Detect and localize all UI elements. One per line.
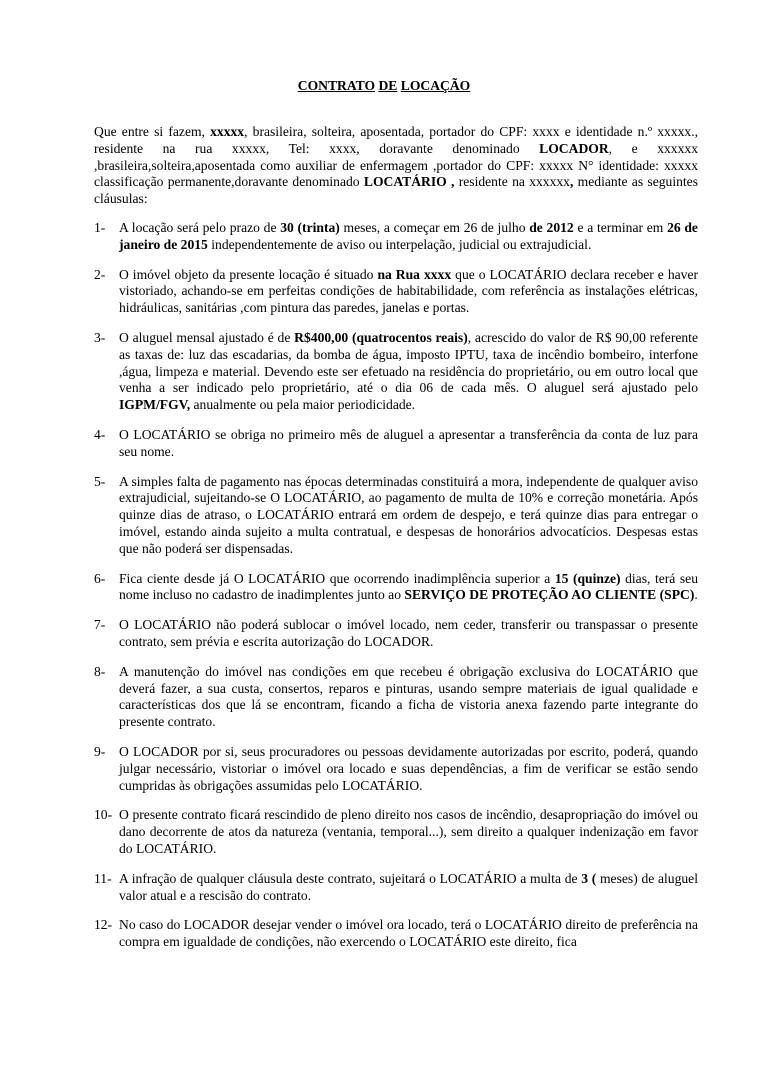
clause-number: 11- xyxy=(94,870,112,886)
clause-text: O LOCATÁRIO se obriga no primeiro mês de aluguel a apresentar a transferência da conta de luz para seu nome. xyxy=(119,426,698,459)
clause-number: 7- xyxy=(94,617,106,633)
clause-number: 8- xyxy=(94,663,106,679)
clause-item xyxy=(94,267,698,317)
title-word: DE xyxy=(378,78,398,93)
clause-number: 5- xyxy=(94,473,106,489)
clause-text: O presente contrato ficará rescindido de pleno direito nos casos de incêndio, desapropriação do imóvel ou dano decorrente de atos da natureza (ventania, temporal...), sem direito a qualquer indenização em favor do LOCATÁRIO. xyxy=(119,807,698,856)
clause-text: A simples falta de pagamento nas épocas determinadas constituirá a mora, independente de qualquer aviso extrajudicial, sujeitando-se O LOCATÁRIO, ao pagamento de multa de 10% e correção monetária. Após quinze dias de atraso, o LOCATÁRIO entrará em ordem de despejo, e terá quinze dias para entregar o imóvel, estando ainda sujeito a multa contratual, e despesas de honorários advocatícios. Despesas estas que não poderá ser dispensadas. xyxy=(119,473,698,556)
clause-item xyxy=(94,617,698,651)
contract-title xyxy=(0,78,768,95)
clause-text: A manutenção do imóvel nas condições em que recebeu é obrigação exclusiva do LOCATÁRIO que deverá fazer, a sua custa, consertos, reparos e pinturas, usando sempre materiais de igual qualidade e características dos que lá se encontram, ficando a ficha de vistoria anexa fazendo parte integrante do presente contrato. xyxy=(119,663,698,730)
clause-item xyxy=(94,330,698,414)
clause-number: 3- xyxy=(94,329,106,345)
clause-text: A locação será pelo prazo de 30 (trinta) meses, a começar em 26 de julho de 2012 e a terminar em 26 de janeiro de 2015 independentemente de aviso ou interpelação, judicial ou extrajudicial. xyxy=(119,220,698,252)
clause-number: 10- xyxy=(94,807,113,823)
clause-text: Fica ciente desde já O LOCATÁRIO que ocorrendo inadimplência superior a 15 (quinze) dias, terá seu nome incluso no cadastro de inadimplentes junto ao SERVIÇO DE PROTEÇÃO AO CLIENTE (SPC). xyxy=(119,570,698,603)
clause-text: O LOCATÁRIO não poderá sublocar o imóvel locado, nem ceder, transferir ou transpassar o presente contrato, sem prévia e escrita autorização do LOCADOR. xyxy=(119,617,698,649)
clause-text: No caso do LOCADOR desejar vender o imóvel ora locado, terá o LOCATÁRIO direito de preferência na compra em igualdade de condições, não exercendo o LOCATÁRIO este direito, fica xyxy=(119,917,698,950)
clause-item xyxy=(94,474,698,558)
clause-item xyxy=(94,427,698,461)
clause-item xyxy=(94,744,698,794)
title-word: LOCAÇÃO xyxy=(400,78,471,93)
clause-item xyxy=(94,220,698,254)
clause-number: 1- xyxy=(94,220,106,235)
clause-item xyxy=(94,871,698,905)
clause-number: 6- xyxy=(94,570,106,586)
clause-item xyxy=(94,807,698,857)
clause-text: O LOCADOR por si, seus procuradores ou pessoas devidamente autorizadas por escrito, poderá, quando julgar necessário, vistoriar o imóvel ora locado e suas dependências, a fim de verificar se estão sendo cumpridas às obrigações assumidas pelo LOCATÁRIO. xyxy=(119,743,698,793)
clause-item xyxy=(94,917,698,951)
intro-paragraph: Que entre si fazem, xxxxx, brasileira, solteira, aposentada, portador do CPF: xxxx e identidade n.º xxxxx., residente na rua xxxxx, Tel: xxxx, doravante denominado LOCADOR, e xxxxxx ,brasileira,solteira,aposentada como auxiliar de enfermagem ,portador do CPF: xxxxx N° identidade: xxxxx classificação permanente,doravante denominado LOCATÁRIO , residente na xxxxxx, mediante as seguintes cláusulas: xyxy=(94,124,699,207)
clause-text: A infração de qualquer cláusula deste contrato, sujeitará o LOCATÁRIO a multa de 3 ( meses) de aluguel valor atual e a rescisão do contrato. xyxy=(119,870,698,903)
clause-number: 12- xyxy=(94,917,113,933)
clause-text: O aluguel mensal ajustado é de R$400,00 (quatrocentos reais), acrescido do valor de R$ 90,00 referente as taxas de: luz das escadarias, da bomba de água, imposto IPTU, taxa de incêndio bombeiro, interfone ,água, limpeza e material. Devendo este ser efetuado na residência do proprietário, ou em outro local que venha a ser indicado pelo proprietário, até o dia 06 de cada mês. O aluguel será ajustado pelo IGPM/FGV, anualmente ou pela maior periodicidade. xyxy=(119,329,698,413)
title-word: CONTRATO xyxy=(297,78,376,93)
clause-item xyxy=(94,664,698,731)
clause-number: 2- xyxy=(94,266,106,282)
clause-number: 4- xyxy=(94,426,106,442)
clause-text: O imóvel objeto da presente locação é situado na Rua xxxx que o LOCATÁRIO declara receber e haver vistoriado, achando-se em perfeitas condições de habitabilidade, com referência as instalações elétricas, hidráulicas, sanitárias ,com pintura das paredes, janelas e portas. xyxy=(119,266,699,316)
clause-number: 9- xyxy=(94,743,106,759)
clause-item xyxy=(94,571,698,605)
clause-list xyxy=(94,220,698,964)
